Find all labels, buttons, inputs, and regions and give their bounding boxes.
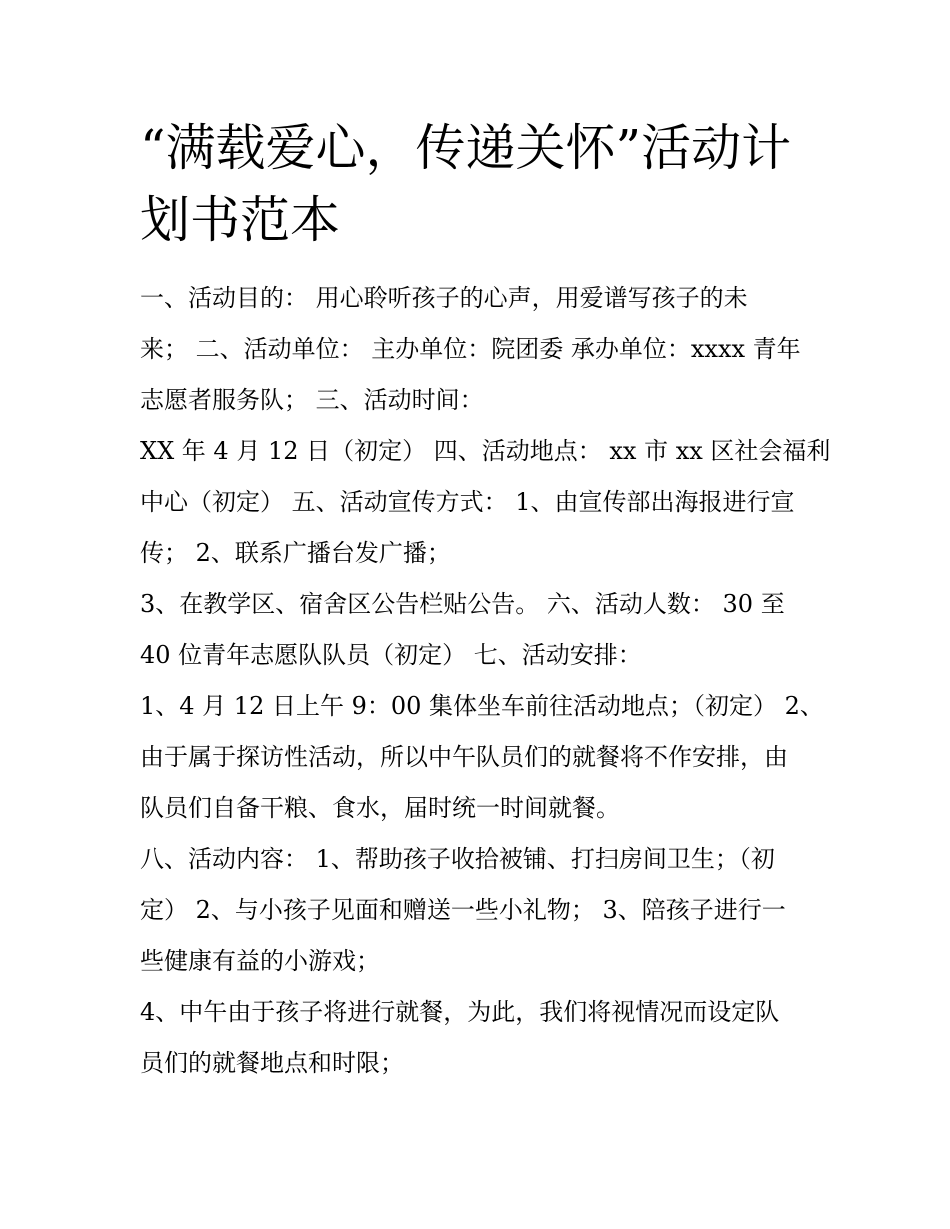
body-line: 40 位青年志愿队队员（初定） 七、活动安排： xyxy=(140,641,642,669)
body-line: 由于属于探访性活动，所以中午队员们的就餐将不作安排，由 xyxy=(140,743,788,771)
document-title xyxy=(140,112,820,256)
body-line: 员们的就餐地点和时限； xyxy=(140,1049,404,1077)
body-line: XX 年 4 月 12 日（初定） 四、活动地点： xx 市 xx 区社会福利 xyxy=(140,437,831,465)
body-line: 志愿者服务队； 三、活动时间： xyxy=(140,386,484,414)
body-line: 来； 二、活动单位： 主办单位：院团委 承办单位：xxxx 青年 xyxy=(140,335,801,363)
body-line: 八、活动内容： 1、帮助孩子收拾被铺、打扫房间卫生；（初 xyxy=(140,845,775,873)
body-line: 队员们自备干粮、食水，届时统一时间就餐。 xyxy=(140,794,620,822)
document-body xyxy=(140,273,830,1089)
title-line: 划书范本 xyxy=(140,191,340,249)
body-line: 一、活动目的： 用心聆听孩子的心声，用爱谱写孩子的未 xyxy=(140,284,748,312)
body-line: 4、中午由于孩子将进行就餐，为此，我们将视情况而设定队 xyxy=(140,998,780,1026)
body-line: 1、4 月 12 日上午 9：00 集体坐车前往活动地点；（初定） 2、 xyxy=(140,692,824,720)
body-line: 中心（初定） 五、活动宣传方式： 1、由宣传部出海报进行宣 xyxy=(140,488,795,516)
body-line: 些健康有益的小游戏； xyxy=(140,947,380,975)
title-line: “满载爱心，传递关怀”活动计 xyxy=(140,119,792,177)
body-line: 传； 2、联系广播台发广播； xyxy=(140,539,451,567)
body-line: 定） 2、与小孩子见面和赠送一些小礼物； 3、陪孩子进行一 xyxy=(140,896,786,924)
body-line: 3、在教学区、宿舍区公告栏贴公告。 六、活动人数： 30 至 xyxy=(140,590,785,618)
